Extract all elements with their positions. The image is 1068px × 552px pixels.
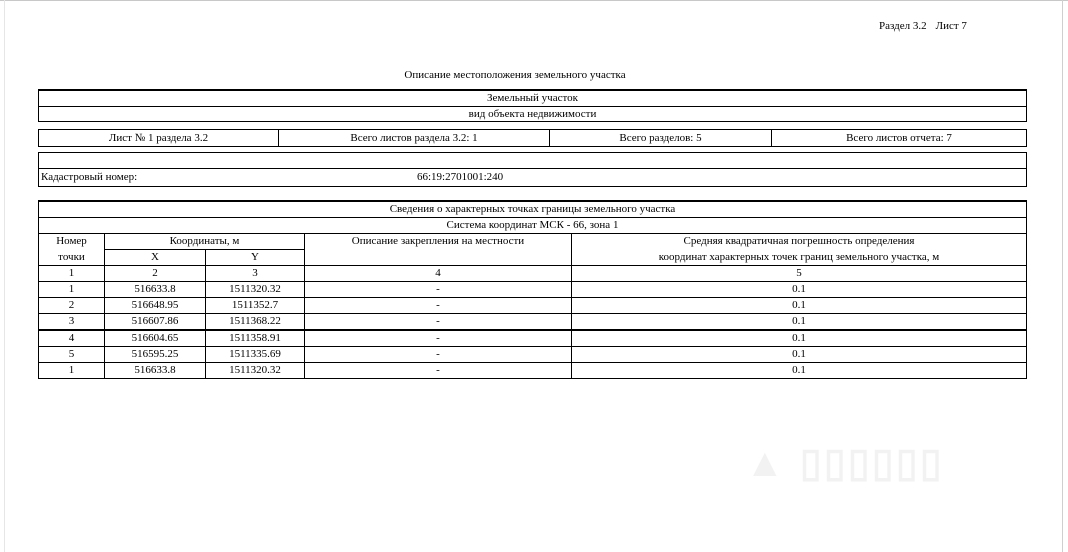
document-title: Описание местоположения земельного участка <box>404 69 626 81</box>
watermark-logo: ▲ ▯▯▯▯▯▯ <box>745 441 944 485</box>
point-x: 516633.8 <box>105 282 206 298</box>
point-error: 0.1 <box>572 314 1027 331</box>
col-coords-header: Координаты, м <box>105 234 305 250</box>
col-num-5: 5 <box>572 266 1027 282</box>
point-y: 1511368.22 <box>206 314 305 331</box>
viewer-scrollbar-edge[interactable] <box>1062 0 1063 552</box>
col-number-header-line2: точки <box>39 250 105 266</box>
col-desc-header: Описание закрепления на местности <box>305 234 572 266</box>
point-error: 0.1 <box>572 282 1027 298</box>
point-number: 2 <box>39 298 105 314</box>
point-x: 516633.8 <box>105 363 206 379</box>
table-row <box>39 347 1027 363</box>
point-y: 1511352.7 <box>206 298 305 314</box>
point-x: 516648.95 <box>105 298 206 314</box>
point-desc: - <box>305 330 572 347</box>
object-type: вид объекта недвижимости <box>39 106 1026 122</box>
viewer-top-border <box>0 0 1068 1</box>
table-row <box>39 298 1027 314</box>
sheet-info-row <box>38 129 1027 147</box>
point-y: 1511320.32 <box>206 363 305 379</box>
points-table-title: Сведения о характерных точках границы земельного участка <box>39 201 1027 218</box>
point-x: 516607.86 <box>105 314 206 331</box>
cadastral-label: Кадастровый номер: <box>41 171 138 183</box>
point-error: 0.1 <box>572 363 1027 379</box>
sheet-label: Лист 7 <box>935 20 967 32</box>
point-y: 1511335.69 <box>206 347 305 363</box>
col-num-3: 3 <box>206 266 305 282</box>
blank-row <box>38 152 1027 169</box>
col-x-header: X <box>105 250 206 266</box>
point-number: 3 <box>39 314 105 331</box>
point-number: 5 <box>39 347 105 363</box>
sheet-number: Лист № 1 раздела 3.2 <box>108 132 209 144</box>
table-row <box>39 282 1027 298</box>
coordinate-system: Система координат МСК - 66, зона 1 <box>39 218 1027 234</box>
sections-total: Всего разделов: 5 <box>549 130 771 146</box>
col-error-header-line2: координат характерных точек границ земельного участка, м <box>572 250 1027 266</box>
table-row <box>39 330 1027 347</box>
point-number: 4 <box>39 330 105 347</box>
col-y-header: Y <box>206 250 305 266</box>
col-num-2: 2 <box>105 266 206 282</box>
table-row <box>39 363 1027 379</box>
point-desc: - <box>305 282 572 298</box>
page-header <box>879 20 967 32</box>
point-y: 1511358.91 <box>206 330 305 347</box>
report-sheets-total: Всего листов отчета: 7 <box>771 130 1026 146</box>
col-num-1: 1 <box>39 266 105 282</box>
point-number: 1 <box>39 282 105 298</box>
point-error: 0.1 <box>572 330 1027 347</box>
section-sheets-total: Всего листов раздела 3.2: 1 <box>278 130 549 146</box>
table-row <box>39 314 1027 331</box>
point-desc: - <box>305 314 572 331</box>
point-desc: - <box>305 363 572 379</box>
point-error: 0.1 <box>572 298 1027 314</box>
col-number-header: Номер <box>39 234 105 250</box>
object-box <box>38 89 1027 122</box>
point-y: 1511320.32 <box>206 282 305 298</box>
points-table <box>38 200 1027 379</box>
col-error-header-line1: Средняя квадратичная погрешность определения <box>572 234 1027 250</box>
viewer-left-border <box>4 0 5 552</box>
point-x: 516595.25 <box>105 347 206 363</box>
point-desc: - <box>305 298 572 314</box>
point-desc: - <box>305 347 572 363</box>
col-num-4: 4 <box>305 266 572 282</box>
point-number: 1 <box>39 363 105 379</box>
section-label: Раздел 3.2 <box>879 20 927 32</box>
point-error: 0.1 <box>572 347 1027 363</box>
object-name: Земельный участок <box>487 92 578 104</box>
cadastral-row <box>38 169 1027 187</box>
cadastral-number: 66:19:2701001:240 <box>417 171 504 183</box>
point-x: 516604.65 <box>105 330 206 347</box>
